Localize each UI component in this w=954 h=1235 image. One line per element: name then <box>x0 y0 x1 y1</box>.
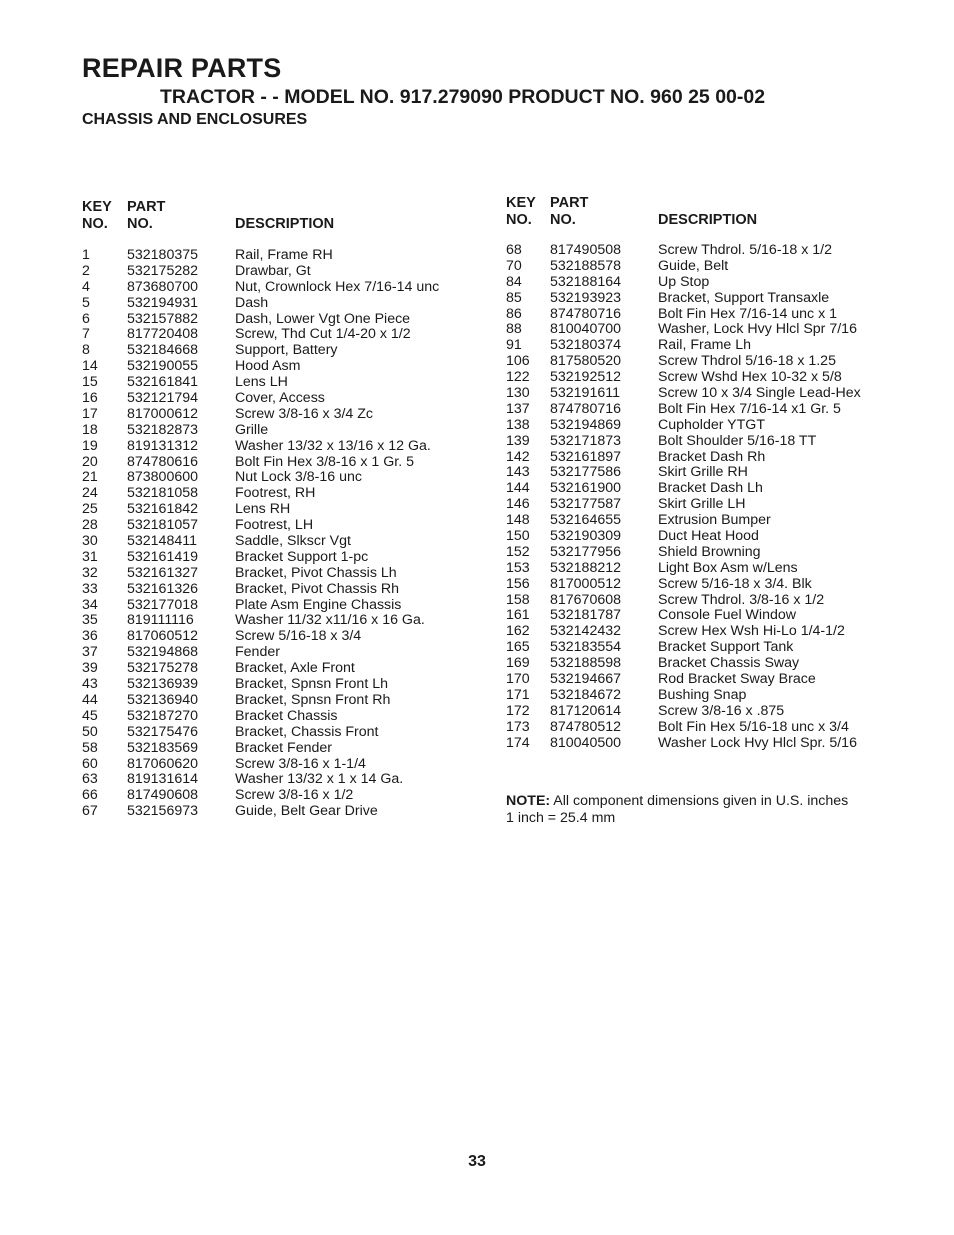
description-cell: Saddle, Slkscr Vgt <box>235 533 351 550</box>
part-no-cell: 874780716 <box>550 400 622 417</box>
part-no-cell: 874780512 <box>550 718 622 735</box>
key-no-cell: 36 <box>82 628 98 645</box>
key-no-cell: 28 <box>82 517 98 534</box>
part-no-cell: 532164655 <box>550 512 622 529</box>
part-no-cell: 532161841 <box>127 374 199 391</box>
part-no-cell: 532142432 <box>550 623 622 640</box>
key-no-cell: 25 <box>82 501 98 518</box>
part-no-cell: 532161900 <box>550 480 622 497</box>
key-no-cell: 122 <box>506 369 530 386</box>
key-no-cell: 138 <box>506 416 530 433</box>
description-cell: Bracket, Pivot Chassis Lh <box>235 564 397 581</box>
key-no-cell: 170 <box>506 671 530 688</box>
key-no-cell: 16 <box>82 390 98 407</box>
part-no-cell: 532184672 <box>550 686 622 703</box>
part-no-cell: 532156973 <box>127 803 199 820</box>
part-no-cell: 873680700 <box>127 278 199 295</box>
section-heading: CHASSIS AND ENCLOSURES <box>82 111 308 128</box>
description-cell: Guide, Belt <box>658 257 729 274</box>
key-no-cell: 173 <box>506 718 530 735</box>
description-column-header: DESCRIPTION <box>235 216 335 232</box>
key-no-cell: 31 <box>82 548 98 565</box>
table-header <box>506 195 906 235</box>
description-cell: Bracket Fender <box>235 739 332 756</box>
description-cell: Drawbar, Gt <box>235 262 311 279</box>
part-no-cell: 532175278 <box>127 660 199 677</box>
description-cell: Washer 11/32 x11/16 x 16 Ga. <box>235 612 425 629</box>
part-no-cell: 532190309 <box>550 528 622 545</box>
part-no-cell: 810040700 <box>550 321 622 338</box>
key-no-cell: 18 <box>82 421 98 438</box>
key-no-cell: 5 <box>82 294 90 311</box>
part-no-cell: 817120614 <box>550 702 622 719</box>
description-cell: Washer Lock Hvy Hlcl Spr. 5/16 <box>658 734 857 751</box>
note-conversion: 1 inch = 25.4 mm <box>506 809 616 826</box>
part-no-cell: 532136940 <box>127 691 199 708</box>
description-cell: Bracket Support Tank <box>658 639 794 656</box>
description-cell: Nut Lock 3/8-16 unc <box>235 469 362 486</box>
description-cell: Dash <box>235 294 269 311</box>
description-cell: Console Fuel Window <box>658 607 796 624</box>
part-no-cell: 532188578 <box>550 257 622 274</box>
part-no-cell: 532184668 <box>127 342 199 359</box>
description-cell: Screw Thdrol. 3/8-16 x 1/2 <box>658 591 825 608</box>
part-no-cell: 532175476 <box>127 723 199 740</box>
description-cell: Guide, Belt Gear Drive <box>235 803 378 820</box>
dimensions-note <box>506 793 848 826</box>
part-no-cell: 817060512 <box>127 628 199 645</box>
part-no-cell: 532188598 <box>550 655 622 672</box>
key-no-cell: 146 <box>506 496 530 513</box>
description-cell: Washer, Lock Hvy Hlcl Spr 7/16 <box>658 321 857 338</box>
part-no-cell: 532180374 <box>550 337 622 354</box>
part-no-cell: 532183554 <box>550 639 622 656</box>
key-no-cell: 174 <box>506 734 530 751</box>
part-no-header: NO. <box>550 212 576 228</box>
key-no-cell: 172 <box>506 702 530 719</box>
key-no-cell: 84 <box>506 273 522 290</box>
description-cell: Bracket Dash Lh <box>658 480 763 497</box>
part-no-cell: 532177956 <box>550 543 622 560</box>
parts-table-left <box>82 199 482 820</box>
part-no-cell: 532193923 <box>550 289 622 306</box>
key-no-cell: 17 <box>82 405 98 422</box>
key-no-cell: 68 <box>506 242 522 258</box>
part-no-cell: 532188164 <box>550 273 622 290</box>
description-cell: Up Stop <box>658 273 710 290</box>
description-cell: Screw 3/8-16 x 1/2 <box>235 787 354 804</box>
part-no-cell: 532121794 <box>127 390 199 407</box>
key-no-cell: 169 <box>506 655 530 672</box>
part-no-cell: 532181787 <box>550 607 622 624</box>
part-no-cell: 817720408 <box>127 326 199 343</box>
description-cell: Skirt Grille RH <box>658 464 748 481</box>
key-no-header: NO. <box>82 216 108 232</box>
key-no-cell: 137 <box>506 400 530 417</box>
key-no-cell: 161 <box>506 607 530 624</box>
key-no-cell: 4 <box>82 278 90 295</box>
description-cell: Lens RH <box>235 501 291 518</box>
description-cell: Bolt Shoulder 5/16-18 TT <box>658 432 817 449</box>
description-cell: Shield Browning <box>658 543 761 560</box>
description-column-header: DESCRIPTION <box>658 212 758 228</box>
description-cell: Bolt Fin Hex 7/16-14 unc x 1 <box>658 305 838 322</box>
key-no-cell: 39 <box>82 660 98 677</box>
key-no-cell: 142 <box>506 448 530 465</box>
key-no-cell: 70 <box>506 257 522 274</box>
part-no-cell: 532188212 <box>550 559 622 576</box>
description-cell: Nut, Crownlock Hex 7/16-14 unc <box>235 278 440 295</box>
part-no-cell: 532161842 <box>127 501 199 518</box>
description-cell: Bracket Support 1-pc <box>235 548 369 565</box>
part-no-cell: 819131312 <box>127 437 199 454</box>
description-cell: Screw 5/16-18 x 3/4. Blk <box>658 575 812 592</box>
part-no-cell: 532171873 <box>550 432 622 449</box>
part-no-cell: 532194869 <box>550 416 622 433</box>
description-cell: Rail, Frame RH <box>235 247 333 263</box>
key-no-cell: 144 <box>506 480 530 497</box>
description-cell: Bracket, Axle Front <box>235 660 355 677</box>
key-no-cell: 86 <box>506 305 522 322</box>
part-no-cell: 532177018 <box>127 596 199 613</box>
key-no-cell: 139 <box>506 432 530 449</box>
key-no-cell: 43 <box>82 676 98 693</box>
key-no-cell: 19 <box>82 437 98 454</box>
key-no-cell: 150 <box>506 528 530 545</box>
key-no-cell: 24 <box>82 485 98 502</box>
key-no-cell: 58 <box>82 739 98 756</box>
description-cell: Rod Bracket Sway Brace <box>658 671 816 688</box>
part-no-cell: 532148411 <box>127 533 197 550</box>
description-cell: Screw 3/8-16 x 1-1/4 <box>235 755 366 772</box>
part-no-cell: 532194868 <box>127 644 199 661</box>
part-no-cell: 532161419 <box>127 548 199 565</box>
part-no-header: NO. <box>127 216 153 232</box>
part-column-header: PART <box>127 199 166 215</box>
part-no-cell: 817060620 <box>127 755 199 772</box>
part-no-cell: 532161326 <box>127 580 199 597</box>
description-cell: Bracket, Spnsn Front Lh <box>235 676 388 693</box>
description-cell: Bushing Snap <box>658 686 747 703</box>
part-no-cell: 532183569 <box>127 739 199 756</box>
part-no-cell: 532191611 <box>550 385 620 402</box>
description-cell: Bracket, Support Transaxle <box>658 289 830 306</box>
description-cell: Screw Hex Wsh Hi-Lo 1/4-1/2 <box>658 623 845 640</box>
model-subtitle: TRACTOR - - MODEL NO. 917.279090 PRODUCT NO. 960 25 00-02 <box>160 86 766 108</box>
key-no-cell: 63 <box>82 771 98 788</box>
part-no-cell: 532181058 <box>127 485 199 502</box>
key-no-cell: 32 <box>82 564 98 581</box>
description-cell: Lens LH <box>235 374 288 391</box>
description-cell: Bolt Fin Hex 3/8-16 x 1 Gr. 5 <box>235 453 414 470</box>
part-no-cell: 532161327 <box>127 564 199 581</box>
key-no-cell: 35 <box>82 612 98 629</box>
part-no-cell: 532192512 <box>550 369 622 386</box>
part-column-header: PART <box>550 195 589 211</box>
key-no-cell: 88 <box>506 321 522 338</box>
key-no-cell: 85 <box>506 289 522 306</box>
key-no-cell: 156 <box>506 575 530 592</box>
description-cell: Screw Thdrol 5/16-18 x 1.25 <box>658 353 836 370</box>
key-no-cell: 20 <box>82 453 98 470</box>
key-no-cell: 6 <box>82 310 90 327</box>
part-no-cell: 532181057 <box>127 517 199 534</box>
part-no-cell: 819111116 <box>127 612 194 629</box>
key-no-cell: 171 <box>506 686 530 703</box>
key-no-cell: 158 <box>506 591 530 608</box>
description-cell: Hood Asm <box>235 358 301 375</box>
key-no-cell: 152 <box>506 543 530 560</box>
description-cell: Bracket Chassis Sway <box>658 655 800 672</box>
description-cell: Bolt Fin Hex 7/16-14 x1 Gr. 5 <box>658 400 841 417</box>
description-cell: Washer 13/32 x 1 x 14 Ga. <box>235 771 404 788</box>
description-cell: Footrest, RH <box>235 485 316 502</box>
key-no-cell: 21 <box>82 469 98 486</box>
description-cell: Cover, Access <box>235 390 325 407</box>
description-cell: Cupholder YTGT <box>658 416 765 433</box>
description-cell: Bracket Dash Rh <box>658 448 766 465</box>
key-no-cell: 2 <box>82 262 90 279</box>
table-header <box>82 199 482 239</box>
key-no-cell: 33 <box>82 580 98 597</box>
description-cell: Washer 13/32 x 13/16 x 12 Ga. <box>235 437 431 454</box>
description-cell: Skirt Grille LH <box>658 496 746 513</box>
key-no-cell: 8 <box>82 342 90 359</box>
description-cell: Duct Heat Hood <box>658 528 759 545</box>
part-no-cell: 817670608 <box>550 591 622 608</box>
key-column-header: KEY <box>506 195 536 211</box>
part-no-cell: 532175282 <box>127 262 199 279</box>
part-no-cell: 532190055 <box>127 358 199 375</box>
description-cell: Fender <box>235 644 280 661</box>
part-no-cell: 817490508 <box>550 242 622 258</box>
page-title: REPAIR PARTS <box>82 53 282 83</box>
part-no-cell: 532177586 <box>550 464 622 481</box>
key-no-cell: 130 <box>506 385 530 402</box>
key-no-cell: 66 <box>82 787 98 804</box>
key-no-cell: 60 <box>82 755 98 772</box>
key-no-cell: 7 <box>82 326 90 343</box>
key-column-header: KEY <box>82 199 112 215</box>
note-text: All component dimensions given in U.S. inches <box>550 793 849 809</box>
key-no-cell: 153 <box>506 559 530 576</box>
description-cell: Dash, Lower Vgt One Piece <box>235 310 411 327</box>
description-cell: Screw 3/8-16 x .875 <box>658 702 785 719</box>
part-no-cell: 874780616 <box>127 453 199 470</box>
description-cell: Screw Thdrol. 5/16-18 x 1/2 <box>658 242 833 258</box>
key-no-cell: 143 <box>506 464 530 481</box>
part-no-cell: 532157882 <box>127 310 199 327</box>
description-cell: Footrest, LH <box>235 517 314 534</box>
description-cell: Bracket, Spnsn Front Rh <box>235 691 391 708</box>
description-cell: Screw 5/16-18 x 3/4 <box>235 628 362 645</box>
description-cell: Extrusion Bumper <box>658 512 771 529</box>
description-cell: Bolt Fin Hex 5/16-18 unc x 3/4 <box>658 718 849 735</box>
part-no-cell: 817580520 <box>550 353 622 370</box>
part-no-cell: 532177587 <box>550 496 622 513</box>
part-no-cell: 810040500 <box>550 734 622 751</box>
part-no-cell: 532161897 <box>550 448 622 465</box>
key-no-cell: 45 <box>82 707 98 724</box>
description-cell: Bracket Chassis <box>235 707 338 724</box>
key-no-cell: 1 <box>82 247 90 263</box>
part-no-cell: 817490608 <box>127 787 199 804</box>
key-no-cell: 148 <box>506 512 530 529</box>
parts-table-right <box>506 195 906 751</box>
part-no-cell: 532180375 <box>127 247 199 263</box>
part-no-cell: 532194931 <box>127 294 199 311</box>
key-no-cell: 50 <box>82 723 98 740</box>
key-no-cell: 14 <box>82 358 98 375</box>
key-no-cell: 15 <box>82 374 98 391</box>
part-no-cell: 532182873 <box>127 421 199 438</box>
description-cell: Support, Battery <box>235 342 338 359</box>
description-cell: Rail, Frame Lh <box>658 337 752 354</box>
key-no-cell: 162 <box>506 623 530 640</box>
description-cell: Screw 3/8-16 x 3/4 Zc <box>235 405 373 422</box>
description-cell: Plate Asm Engine Chassis <box>235 596 402 613</box>
part-no-cell: 819131614 <box>127 771 199 788</box>
description-cell: Bracket, Pivot Chassis Rh <box>235 580 400 597</box>
key-no-cell: 165 <box>506 639 530 656</box>
part-no-cell: 874780716 <box>550 305 622 322</box>
part-no-cell: 532136939 <box>127 676 199 693</box>
key-no-cell: 91 <box>506 337 522 354</box>
key-no-cell: 106 <box>506 353 530 370</box>
key-no-cell: 34 <box>82 596 98 613</box>
key-no-header: NO. <box>506 212 532 228</box>
part-no-cell: 532194667 <box>550 671 622 688</box>
description-cell: Screw, Thd Cut 1/4-20 x 1/2 <box>235 326 411 343</box>
description-cell: Screw 10 x 3/4 Single Lead-Hex <box>658 385 861 402</box>
description-cell: Light Box Asm w/Lens <box>658 559 798 576</box>
note-label: NOTE: <box>506 793 551 809</box>
key-no-cell: 30 <box>82 533 98 550</box>
part-no-cell: 817000512 <box>550 575 622 592</box>
key-no-cell: 67 <box>82 803 98 820</box>
part-no-cell: 817000612 <box>127 405 199 422</box>
description-cell: Screw Wshd Hex 10-32 x 5/8 <box>658 369 842 386</box>
key-no-cell: 37 <box>82 644 98 661</box>
page-number: 33 <box>468 1153 486 1170</box>
key-no-cell: 44 <box>82 691 98 708</box>
description-cell: Grille <box>235 421 269 438</box>
description-cell: Bracket, Chassis Front <box>235 723 379 740</box>
part-no-cell: 532187270 <box>127 707 199 724</box>
part-no-cell: 873800600 <box>127 469 199 486</box>
